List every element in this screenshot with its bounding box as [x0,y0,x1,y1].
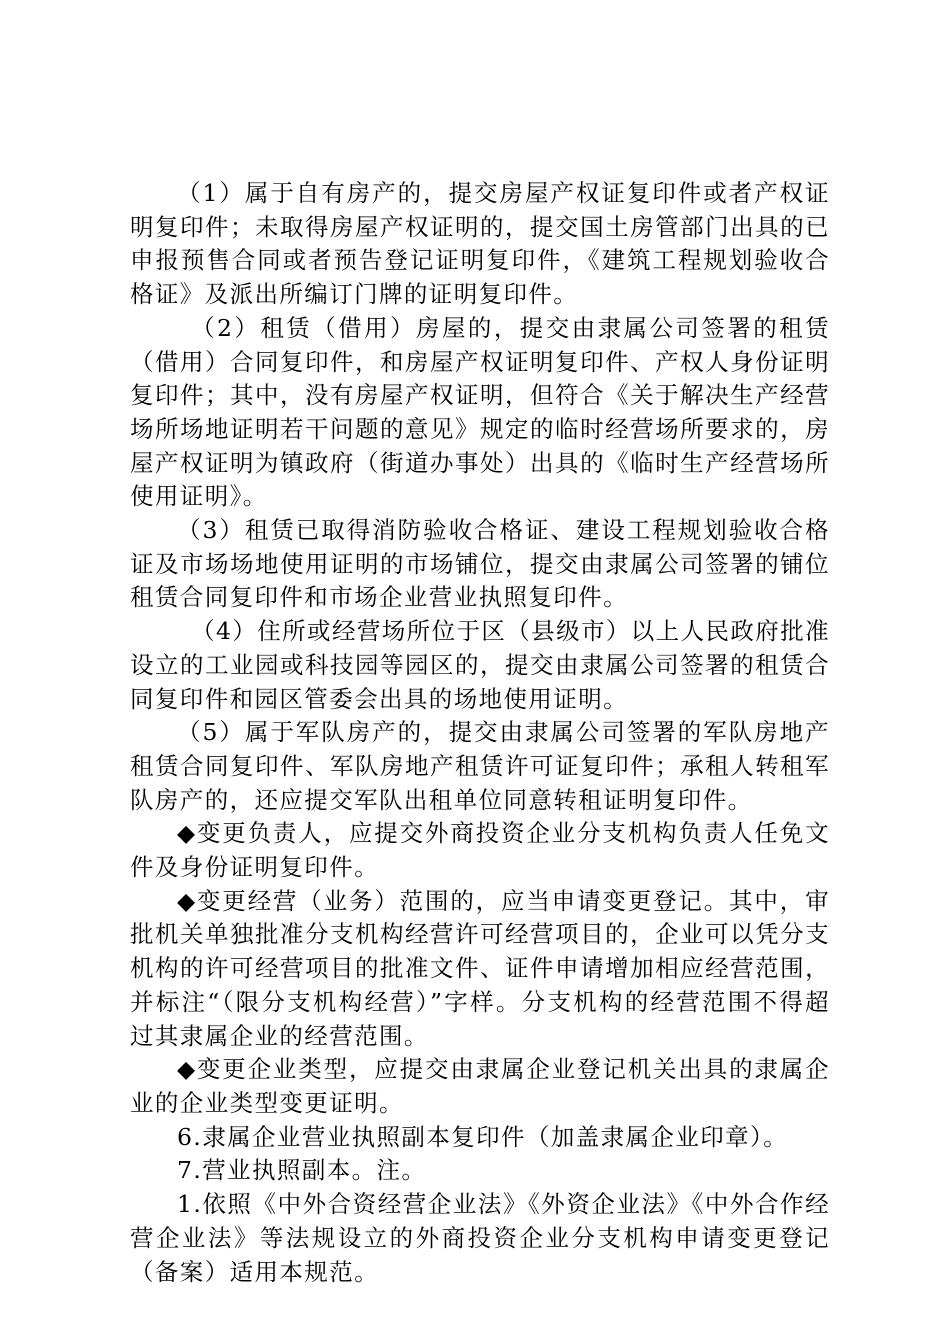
paragraph-change-type: ◆变更企业类型，应提交由隶属企业登记机关出具的隶属企业的企业类型变更证明。 [130,1055,830,1117]
paragraph-leased-property: （2）租赁（借用）房屋的，提交由隶属公司签署的租赁（借用）合同复印件，和房屋产权证明复印件、产权人身份证明复印件；其中，没有房屋产权证明，但符合《关于解决生产经营场所场地证明若干问题的意见》规定的临时经营场所要求的，房屋产权证明为镇政府（街道办事处）出具的《临时生产经营场所使用证明》。 [130,313,830,511]
paragraph-military-property: （5）属于军队房产的，提交由隶属公司签署的军队房地产租赁合同复印件、军队房地产租赁许可证复印件；承租人转租军队房产的，还应提交军队出租单位同意转租证明复印件。 [130,718,830,814]
paragraph-industrial-park: （4）住所或经营场所位于区（县级市）以上人民政府批准设立的工业园或科技园等园区的，提交由隶属公司签署的租赁合同复印件和园区管委会出具的场地使用证明。 [130,617,830,713]
paragraph-market-stall: （3）租赁已取得消防验收合格证、建设工程规划验收合格证及市场场地使用证明的市场铺位，提交由隶属公司签署的铺位租赁合同复印件和市场企业营业执照复印件。 [130,516,830,612]
paragraph-item-6: 6.隶属企业营业执照副本复印件（加盖隶属企业印章）。 [177,1122,789,1151]
paragraph-owned-property: （1）属于自有房产的，提交房屋产权证复印件或者产权证明复印件；未取得房屋产权证明的，提交国土房管部门出具的已申报预售合同或者预告登记证明复印件，《建筑工程规划验收合格证》及派出所编订门牌的证明复印件。 [130,179,830,309]
paragraph-item-7: 7.营业执照副本。注。 [177,1156,427,1185]
paragraph-change-manager: ◆变更负责人，应提交外商投资企业分支机构负责人任免文件及身份证明复印件。 [130,819,830,882]
paragraph-change-scope: ◆变更经营（业务）范围的，应当申请变更登记。其中，审批机关单独批准分支机构经营许可经营项目的，企业可以凭分支机构的许可经营项目的批准文件、证件申请增加相应经营范围，并标注“（限分支机构经营）”字样。分支机构的经营范围不得超过其隶属企业的经营范围。 [130,886,830,1050]
document-body [130,177,830,1289]
paragraph-note-1: 1.依照《中外合资经营企业法》《外资企业法》《中外合作经营企业法》等法规设立的外商投资企业分支机构申请变更登记（备案）适用本规范。 [130,1190,830,1286]
